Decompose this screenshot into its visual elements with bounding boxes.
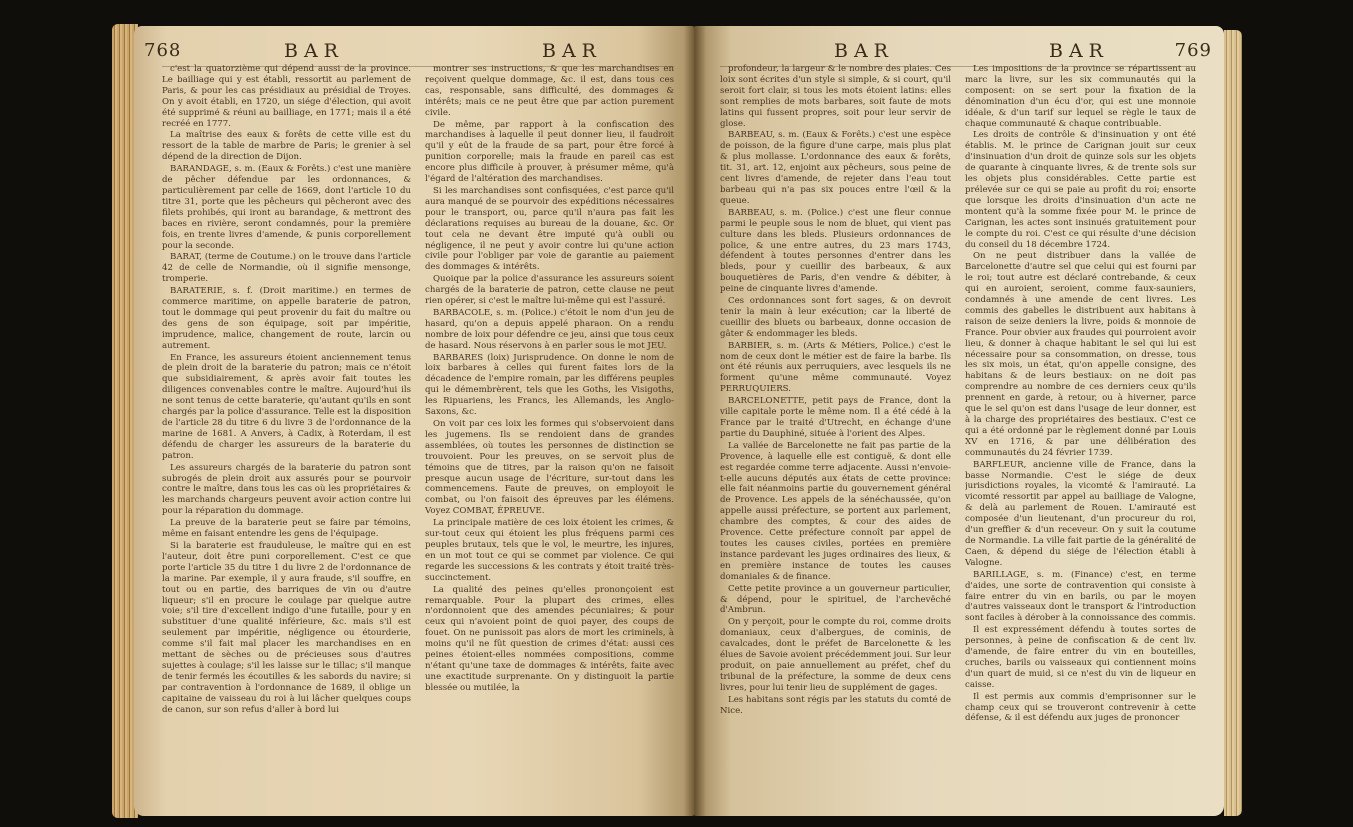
paragraph: Quoique par la police d'assurance les assureurs soient chargés de la baraterie de patron, cette clause ne peut rien opérer, si c'est le maître lui-même qui est l'assuré.: [425, 274, 674, 307]
left-column-1: [162, 64, 411, 796]
left-column-2: [425, 64, 674, 796]
paragraph: Il est expressément défendu à toutes sortes de personnes, à peine de confiscation & de cent liv. d'amende, de faire entrer du vin en bouteilles, cruches, barils ou vaisseaux qui contiennent moins d'un quart de muid, si ce n'est du vin de liqueur en caisse.: [965, 625, 1196, 690]
right-page-number: 769: [1174, 40, 1212, 61]
left-columns: [162, 64, 674, 796]
paragraph: BARATERIE, s. f. (Droit maritime.) en termes de commerce maritime, on appelle baraterie de patron, tout le dommage qui peut provenir du fait du maître ou des gens de son équipage, soit par impéritie, imprudence, malice, changement de route, larcin ou autrement.: [162, 286, 411, 351]
right-column-2: [965, 64, 1196, 796]
left-head-word-1: BAR: [284, 40, 344, 62]
paragraph: La principale matière de ces loix étoient les crimes, & sur-tout ceux qui étoient les plus fréquens parmi ces peuples brutaux, tels que le vol, le meurtre, les injures, en un mot tout ce qui se commet par violence. Ce qui regarde les successions & les contrats y étoit traité très-succinctement.: [425, 518, 674, 583]
paragraph: Les impositions de la province se répartissent au marc la livre, sur les six communautés qui la composent: on se sert pour la fixation de la dénomination d'un écu d'or, qui est une monnoie idéale, & d'un tarif sur lequel se règle le taux de chaque communauté & chaque contribuable.: [965, 64, 1196, 129]
right-columns: [720, 64, 1196, 796]
paragraph: Les habitans sont régis par les statuts du comté de Nice.: [720, 694, 951, 716]
paragraph: BARBACOLE, s. m. (Police.) c'étoit le nom d'un jeu de hasard, qu'on a depuis appelé pharaon. On a rendu nombre de loix pour défendre ce jeu, ainsi que tous ceux de hasard. Nous réservons à en parler sous le mot JEU.: [425, 307, 674, 351]
paragraph: Cette petite province a un gouverneur particulier, & dépend, pour le spirituel, de l'archevêché d'Ambrun.: [720, 583, 951, 616]
paragraph: BARCELONETTE, petit pays de France, dont la ville capitale porte le même nom. Il a été cédé à la France par le traité d'Utrecht, en échange d'une partie du Dauphiné, située à l'orient des Alpes.: [720, 396, 951, 439]
paragraph: BARBEAU, s. m. (Police.) c'est une fleur connue parmi le peuple sous le nom de bluet, qui vient pas culture dans les bleds. Plusieurs ordonnances de police, & une entre autres, du 23 mars 1743, défendent à toutes personnes d'entrer dans les bleds, pour y cueillir des barbeaux, & aux bouquetières de Paris, d'en vendre & débiter, à peine de cinquante livres d'amende.: [720, 207, 951, 295]
paragraph: La qualité des peines qu'elles prononçoient est remarquable. Pour la plupart des crimes, elles n'ordonnoient que des amendes pécuniaires; & pour ceux qui n'avoient point de quoi payer, des coups de fouet. On ne punissoit pas alors de mort les criminels, à moins qu'il ne fût question de crimes d'état: aussi ces peines étoient-elles nommées compositions, comme n'étant qu'une taxe de dommages & intérêts, faite avec une exactitude surprenante. On y distinguoit la partie blessée ou mutilée, la: [425, 584, 674, 693]
paragraph: La maîtrise des eaux & forêts de cette ville est du ressort de la table de marbre de Paris; le grenier à sel dépend de la direction de Dijon.: [162, 130, 411, 163]
right-head-word-2: BAR: [1049, 40, 1109, 62]
paragraph: BARANDAGE, s. m. (Eaux & Forêts.) c'est une manière de pêcher défendue par les ordonnances, & particulièrement par celle de 1669, dont l'article 10 du titre 31, porte que les pêcheurs qui pêcheront avec des filets prohibés, qui iront au barandage, & mettront des baces en rivière, seront condamnés, pour la première fois, en trente livres d'amende, & punis corporellement pour la seconde.: [162, 164, 411, 251]
right-running-head: [694, 40, 1224, 68]
right-page: [694, 26, 1224, 816]
paragraph: BARILLAGE, s. m. (Finance) c'est, en terme d'aides, une sorte de contravention qui consiste à faire entrer du vin en barils, ou par le moyen d'autres vaisseaux dont le transport & l'introduction sont faciles à dérober à la connoissance des commis.: [965, 569, 1196, 624]
paragraph: Il est permis aux commis d'emprisonner sur le champ ceux qui se trouveront contrevenir à cette défense, & il est défendu aux juges de prononcer: [965, 691, 1196, 724]
paragraph: BARBARES (loix) Jurisprudence. On donne le nom de loix barbares à celles qui furent faites lors de la décadence de l'empire romain, par les différens peuples qui le démembrèrent, tels que les Goths, les Visigoths, les Ripuariens, les Francs, les Allemands, les Anglo-Saxons, &c.: [425, 352, 674, 418]
paragraph: On voit par ces loix les formes qui s'observoient dans les jugemens. Ils se rendoient dans de grandes assemblées, où toutes les personnes de distinction se trouvoient. Pour les preuves, on se servoit plus de témoins que de titres, par la raison qu'on ne faisoit presque aucun usage de l'écriture, sur-tout dans les commencemens. Faute de preuves, on employoit le combat, ou l'on faisoit des épreuves par les élémens. Voyez COMBAT, ÉPREUVE.: [425, 419, 674, 517]
paragraph: BARBEAU, s. m. (Eaux & Forêts.) c'est une espèce de poisson, de la figure d'une carpe, mais plus plat & plus mollasse. L'ordonnance des eaux & forêts, tit. 31, art. 12, enjoint aux pêcheurs, sous peine de cent livres d'amende, de rejeter dans l'eau tout barbeau qui n'a pas six pouces entre l'œil & la queue.: [720, 130, 951, 206]
paragraph: Si la baraterie est frauduleuse, le maître qui en est l'auteur, doit être puni corporellement. C'est ce que porte l'article 35 du titre 1 du livre 2 de l'ordonnance de la marine. Par exemple, il y aura fraude, s'il souffre, en tout ou en partie, des barriques de vin ou d'autre liqueur; s'il en procure le coulage par quelque autre voie; s'il tire d'excellent indigo d'une futaille, pour y en substituer d'une qualité inférieure, &c. mais s'il est seulement par impéritie, négligence ou étourderie, comme s'il fait mal placer les marchandises en en mettant de sèches ou de précieuses sous d'autres sujettes à coulage; s'il les laisse sur le tillac; s'il manque de tenir fermés les écoutilles & les sabords du navire; si par contravention à l'ordonnance de 1689, il oblige un capitaine de vaisseau du roi à lui lâcher quelques coups de canon, sur son refus d'aller à bord lui: [162, 540, 411, 715]
right-head-word-1: BAR: [834, 40, 894, 62]
left-head-word-2: BAR: [542, 40, 602, 62]
paragraph: On ne peut distribuer dans la vallée de Barcelonette d'autre sel que celui qui est fourni par le roi; tout autre est déclaré contrebande, & ceux qui en auroient, seroient, comme faux-sauniers, condamnés à une amende de cent livres. Les commis des gabelles le distribuent aux habitans à raison de seize deniers la livre, poids & monnoie de France. Pour obvier aux fraudes qui pourroient avoir lieu, & donner à chaque habitant le sel qui lui est nécessaire pour sa consommation, on dresse, tous les six mois, un état, qu'on appelle consigne, des habitans & de leurs bestiaux: on ne doit pas comprendre au nombre de ces derniers ceux qu'ils prennent en garde, à retour, ou à hiverner, parce que le sel qu'on est dans l'usage de leur donner, est à la charge des propriétaires des bestiaux. C'est ce qui a été ordonné par le règlement donné par Louis XV en 1716, & par une délibération des communautés du 24 février 1739.: [965, 251, 1196, 458]
paragraph: La vallée de Barcelonette ne fait pas partie de la Provence, à laquelle elle est contiguë, & dont elle est regardée comme terre adjacente. Aussi n'envoie-t-elle aucuns députés aux états de cette province: elle fait néanmoins partie du gouvernement général de Provence. Les appels de la sénéchaussée, qu'on appelle aussi préfecture, se portent aux parlement, chambre des comptes, & cour des aides de Provence. Cette préfecture connoît par appel de toutes les causes civiles, portées en première instance pardevant les juges ordinaires des lieux, & en première instance de toutes les causes domaniales & de finance.: [720, 440, 951, 582]
paragraph: On y perçoit, pour le compte du roi, comme droits domaniaux, ceux d'albergues, de cominis, de cavalcades, dont le préfet de Barcelonette & les élues de Savoie avoient précédemment joui. Sur leur produit, on paie annuellement au préfet, chef du tribunal de la préfecture, la somme de deux cens livres, pour lui tenir lieu de supplément de gages.: [720, 617, 951, 693]
paragraph: En France, les assureurs étoient anciennement tenus de plein droit de la baraterie du patron; mais ce n'étoit que subsidiairement, & après avoir fait toutes les diligences convenables contre le maître. Aujourd'hui ils ne sont tenus de cette baraterie, qu'autant qu'ils en sont chargés par la police d'assurance. Telle est la disposition de l'article 28 du titre 6 du livre 3 de l'ordonnance de la marine de 1681. A Anvers, à Cadix, à Roterdam, il est défendu de charger les assureurs de la baraterie du patron.: [162, 352, 411, 461]
paragraph: Les droits de contrôle & d'insinuation y ont été établis. M. le prince de Carignan jouit sur ceux d'insinuation d'un droit de quinze sols sur les objets de quarante à cinquante livres, & de trente sols sur les objets plus considérables. Cette partie est prélevée sur ce qui se paie au profit du roi; ensorte que lorsque les droits d'insinuation d'un acte ne montent qu'à la somme fixée pour M. le prince de Carignan, les actes sont insinués gratuitement pour le compte du roi. C'est ce qui résulte d'une décision du conseil du 18 décembre 1724.: [965, 130, 1196, 250]
paragraph: BARFLEUR, ancienne ville de France, dans la basse Normandie. C'est le siége de deux jurisdictions royales, la vicomté & l'amirauté. La vicomté ressortit par appel au bailliage de Valogne, & delà au parlement de Rouen. L'amirauté est composée d'un lieutenant, d'un procureur du roi, d'un greffier & d'un receveur. On y suit la coutume de Normandie. La ville fait partie de la généralité de Caen, & dépend du siége de l'élection établi à Valogne.: [965, 459, 1196, 568]
paragraph: La preuve de la baraterie peut se faire par témoins, même en faisant entendre les gens de l'équipage.: [162, 518, 411, 540]
right-column-1: [720, 64, 951, 796]
paragraph: De même, par rapport à la confiscation des marchandises à laquelle il peut donner lieu, il faudroit qu'il y eût de la fraude de sa part, pour être forcé à punition corporelle; mais la fraude en pareil cas est encore plus difficile à prouver, à présumer même, qu'à l'égard de l'altération des marchandises.: [425, 119, 674, 185]
paragraph: Les assureurs chargés de la baraterie du patron sont subrogés de plein droit aux assurés pour se pourvoir contre le maître, dans tous les cas où les propriétaires & les marchands chargeurs peuvent avoir action contre lui pour la réparation du dommage.: [162, 462, 411, 517]
paragraph: profondeur, la largeur & le nombre des plaies. Ces loix sont écrites d'un style si simple, & si court, qu'il seroit fort clair, si tous les mots étoient latins: elles sont remplies de mots barbares, soit faute de mots latins qui fussent propres, soit pour leur servir de glose.: [720, 64, 951, 129]
left-page-number: 768: [144, 40, 182, 61]
paragraph: montrer ses instructions, & que les marchandises en reçoivent quelque dommage, &c. il est, dans tous ces cas, responsable, sans difficulté, des dommages & intérêts; mais ce ne peut être que par action purement civile.: [425, 64, 674, 118]
paragraph: BARBIER, s. m. (Arts & Métiers, Police.) c'est le nom de ceux dont le métier est de faire la barbe. Ils ont été réunis aux perruquiers, avec lesquels ils ne forment qu'une même communauté. Voyez PERRUQUIERS.: [720, 340, 951, 395]
paragraph: Ces ordonnances sont fort sages, & on devroit tenir la main à leur exécution; car la liberté de cueillir des bluets ou barbeaux, donne occasion de gâter & endommager les bleds.: [720, 296, 951, 339]
left-running-head: [134, 40, 694, 68]
page-edges-right: [1224, 30, 1242, 816]
left-page: [134, 26, 694, 816]
paragraph: c'est la quatorzième qui dépend aussi de la province. Le bailliage qui y est établi, ressortit au parlement de Paris, & pour les cas présidiaux au présidial de Troyes. On y avoit établi, en 1720, un siége d'élection, qui avoit été supprimé & réuni au bailliage, en 1771; mais il a été recréé en 1777.: [162, 64, 411, 129]
paragraph: Si les marchandises sont confisquées, c'est parce qu'il aura manqué de se pourvoir des expéditions nécessaires pour le transport, ou, parce qu'il n'aura pas fait les déclarations requises au bureau de la douane, &c. Or tout cela ne devant être imputé qu'à oubli ou négligence, il ne peut y avoir contre lui qu'une action civile pour l'obliger par voie de garantie au paiement des dommages & intérêts.: [425, 185, 674, 273]
open-book: [112, 10, 1242, 822]
left-head-rule: [162, 66, 674, 67]
paragraph: BARAT, (terme de Coutume.) on le trouve dans l'article 42 de celle de Normandie, où il signifie mensonge, tromperie.: [162, 252, 411, 285]
right-head-rule: [720, 66, 1196, 67]
